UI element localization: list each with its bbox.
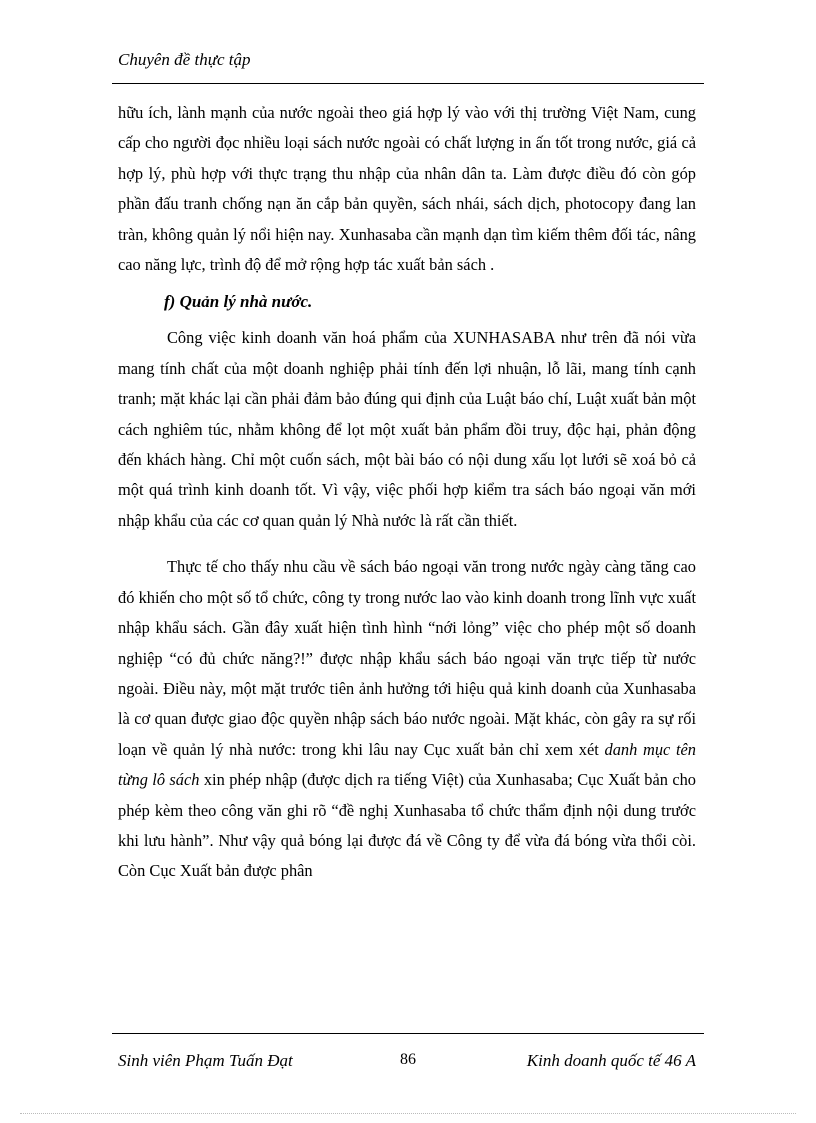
paragraph-3-text-end: xin phép nhập (được dịch ra tiếng Việt) của Xunhasaba; Cục Xuất bản cho phép kèm theo công văn ghi rõ “đề nghị Xunhasaba tổ chức thẩm định nội dung trước khi lưu hành”. Như vậy quả bóng lại được đá về Công ty để vừa đá bóng vừa thổi còi. Còn Cục Xuất bản được phân <box>118 770 696 881</box>
footer-student-name: Sinh viên Phạm Tuấn Đạt <box>118 1051 293 1070</box>
footer-rule <box>112 1033 704 1034</box>
header-rule <box>112 83 704 84</box>
footer-class-name: Kinh doanh quốc tế 46 A <box>526 1051 696 1070</box>
footer-page-number: 86 <box>400 1051 416 1068</box>
document-body <box>118 98 696 887</box>
paragraph-3-text-start: Thực tế cho thấy nhu cầu về sách báo ngoại văn trong nước ngày càng tăng cao đó khiến cho một số tổ chức, công ty trong nước lao vào kinh doanh trong lĩnh vực xuất nhập khẩu sách. Gần đây xuất hiện tình hình “nới lỏng” việc cho phép một số doanh nghiệp “có đủ chức năng?!” được nhập khẩu sách báo ngoại văn trực tiếp từ nước ngoài. Điều này, một mặt trước tiên ảnh hưởng tới hiệu quả kinh doanh của Xunhasaba là cơ quan được giao độc quyền nhập sách báo nước ngoài. Mặt khác, còn gây ra sự rối loạn về quản lý nhà nước: trong khi lâu nay Cục xuất bản chỉ xem xét <box>118 557 696 759</box>
body-paragraph-1: hữu ích, lành mạnh của nước ngoài theo giá hợp lý vào với thị trường Việt Nam, cung cấp cho người đọc nhiều loại sách nước ngoài có chất lượng in ấn tốt trong nước, giá cả hợp lý, phù hợp với thực trạng thu nhập của nhân dân ta. Làm được điều đó còn góp phần đấu tranh chống nạn ăn cắp bản quyền, sách nhái, sách dịch, photocopy đang lan tràn, không quản lý nổi hiện nay. Xunhasaba cần mạnh dạn tìm kiếm thêm đối tác, nâng cao năng lực, trình độ để mở rộng hợp tác xuất bản sách . <box>118 103 696 275</box>
body-paragraph-2: Công việc kinh doanh văn hoá phẩm của XUNHASABA như trên đã nói vừa mang tính chất của một doanh nghiệp phải tính đến lợi nhuận, lỗ lãi, mang tính cạnh tranh; mặt khác lại cần phải đảm bảo đúng qui định của Luật báo chí, Luật xuất bản một cách nghiêm túc, nhằm không để lọt một xuất bản phẩm đồi truy, độc hại, phản động đến khách hàng. Chỉ một cuốn sách, một bài báo có nội dung xấu lọt lưới sẽ xoá bỏ cả một quá trình kinh doanh tốt. Vì vậy, việc phối hợp kiểm tra sách báo ngoại văn mới nhập khẩu của các cơ quan quản lý Nhà nước là rất cần thiết. <box>118 328 696 530</box>
paragraph-spacer <box>118 536 696 552</box>
page-header-title: Chuyên đề thực tập <box>118 50 251 69</box>
paragraph-3-emphasis: danh mục tên từng lô sách <box>118 739 697 790</box>
body-paragraph-3 <box>118 552 696 886</box>
section-heading: f) Quản lý nhà nước. <box>164 292 313 312</box>
page-bottom-dotted-border <box>20 1113 796 1114</box>
